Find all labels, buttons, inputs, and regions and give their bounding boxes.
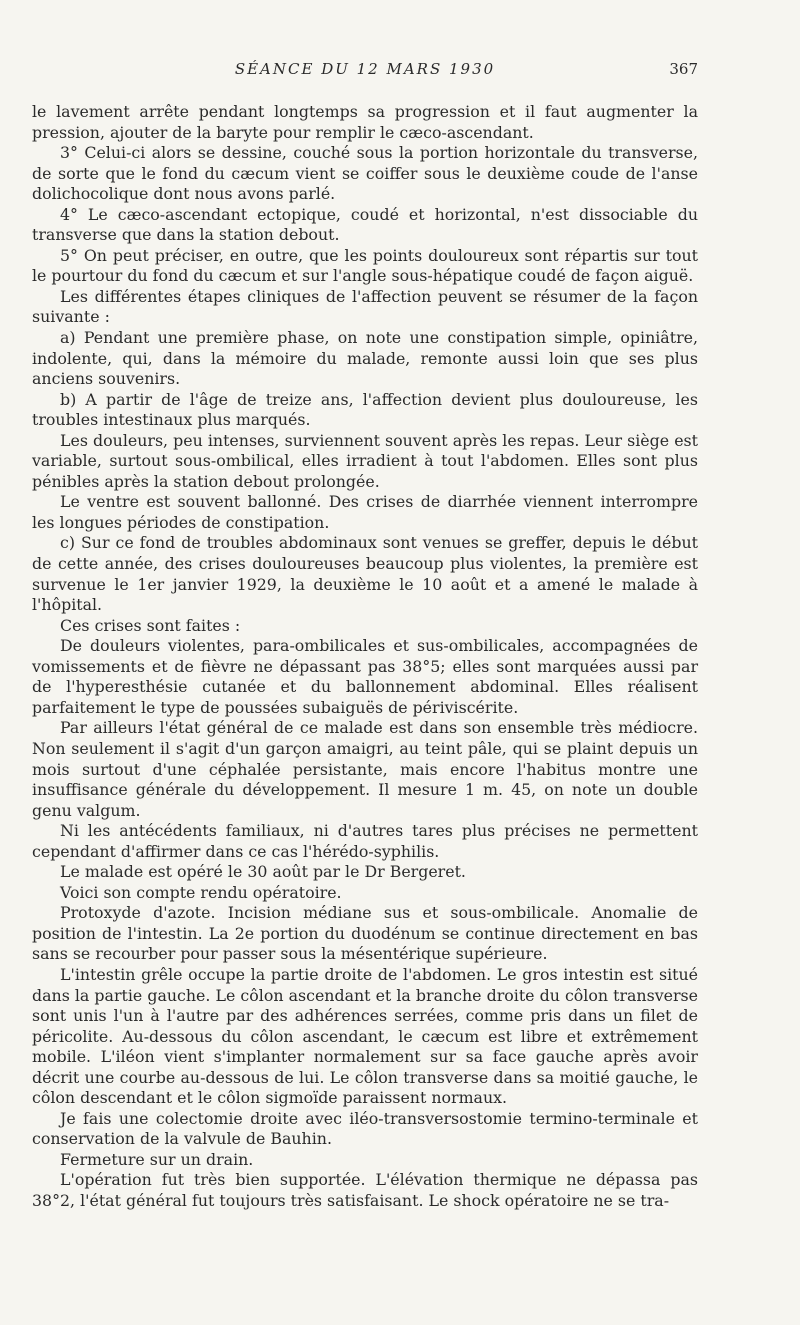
paragraph: Protoxyde d'azote. Incision médiane sus et sous-ombilicale. Anomalie de position de l'intestin. La 2e portion du duodénum se continue directement en bas sans se recourber pour passer sous la mésentérique supérieure. xyxy=(32,903,698,964)
paragraph: Les différentes étapes cliniques de l'affection peuvent se résumer de la façon suivante : xyxy=(32,286,698,327)
paragraph: 3° Celui-ci alors se dessine, couché sous la portion horizontale du transverse, de sorte que le fond du cæcum vient se coiffer sous le deuxième coude de l'anse dolichocolique dont nous avons parlé. xyxy=(32,143,698,204)
paragraph: 4° Le cæco-ascendant ectopique, coudé et horizontal, n'est dissociable du transverse que dans la station debout. xyxy=(32,204,698,245)
page-number: 367 xyxy=(669,60,698,78)
paragraph: L'opération fut très bien supportée. L'élévation thermique ne dépassa pas 38°2, l'état général fut toujours très satisfaisant. Le shock opératoire ne se tra- xyxy=(32,1170,698,1210)
paragraph: b) A partir de l'âge de treize ans, l'affection devient plus douloureuse, les troubles intestinaux plus marqués. xyxy=(32,389,698,430)
paragraph: Le ventre est souvent ballonné. Des crises de diarrhée viennent interrompre les longues périodes de constipation. xyxy=(32,492,698,532)
paragraph: L'intestin grêle occupe la partie droite de l'abdomen. Le gros intestin est situé dans la partie gauche. Le côlon ascendant et la branche droite du côlon transverse sont unis l'un à l'autre par des adhérences serrées, comme pris dans un filet de péricolite. Au-dessous du côlon ascendant, le cæcum est libre et extrêmement mobile. L'iléon vient s'implanter normalement sur sa face gauche après avoir décrit une courbe au-dessous de lui. Le côlon transverse dans sa moitié gauche, le côlon descendant et le côlon sigmoïde paraissent normaux. xyxy=(32,964,698,1108)
paragraph: le lavement arrête pendant longtemps sa progression et il faut augmenter la pression, ajouter de la baryte pour remplir le cæco-ascendant. xyxy=(32,102,698,142)
running-title: SÉANCE DU 12 MARS 1930 xyxy=(234,60,496,78)
paragraph: Ni les antécédents familiaux, ni d'autres tares plus précises ne permettent cependant d'affirmer dans ce cas l'hérédo-syphilis. xyxy=(32,821,698,861)
paragraph: a) Pendant une première phase, on note une constipation simple, opiniâtre, indolente, qui, dans la mémoire du malade, remonte aussi loin que ses plus anciens souvenirs. xyxy=(32,328,698,389)
paragraph: Ces crises sont faites : xyxy=(60,615,241,635)
paragraph: Par ailleurs l'état général de ce malade est dans son ensemble très médiocre. Non seulement il s'agit d'un garçon amaigri, au teint pâle, qui se plaint depuis un mois surtout d'une céphalée persistante, mais encore l'habitus montre une insuffisance générale du développement. Il mesure 1 m. 45, on note un double genu valgum. xyxy=(32,718,698,820)
paragraph: Je fais une colectomie droite avec iléo-transversostomie termino-terminale et conservation de la valvule de Bauhin. xyxy=(32,1108,698,1149)
paragraph: 5° On peut préciser, en outre, que les points douloureux sont répartis sur tout le pourtour du fond du cæcum et sur l'angle sous-hépatique coudé de façon aiguë. xyxy=(32,245,698,286)
paragraph: Les douleurs, peu intenses, surviennent souvent après les repas. Leur siège est variable, surtout sous-ombilical, elles irradient à tout l'abdomen. Elles sont plus pénibles après la station debout prolongée. xyxy=(32,430,698,491)
paragraph: Le malade est opéré le 30 août par le Dr Bergeret. xyxy=(60,862,466,882)
paragraph: c) Sur ce fond de troubles abdominaux sont venues se greffer, depuis le début de cette année, des crises douloureuses beaucoup plus violentes, la première est survenue le 1er janvier 1929, la deuxième le 10 août et a amené le malade à l'hôpital. xyxy=(32,533,698,615)
paragraph: Fermeture sur un drain. xyxy=(60,1149,254,1169)
page-header xyxy=(32,60,698,84)
paragraph: De douleurs violentes, para-ombilicales et sus-ombilicales, accompagnées de vomissements et de fièvre ne dépassant pas 38°5; elles sont marquées aussi par de l'hyperesthésie cutanée et du ballonnement abdominal. Elles réalisent parfaitement le type de poussées subaiguës de périviscérite. xyxy=(32,636,698,717)
paragraph: Voici son compte rendu opératoire. xyxy=(60,882,342,902)
body-text xyxy=(32,102,698,1212)
